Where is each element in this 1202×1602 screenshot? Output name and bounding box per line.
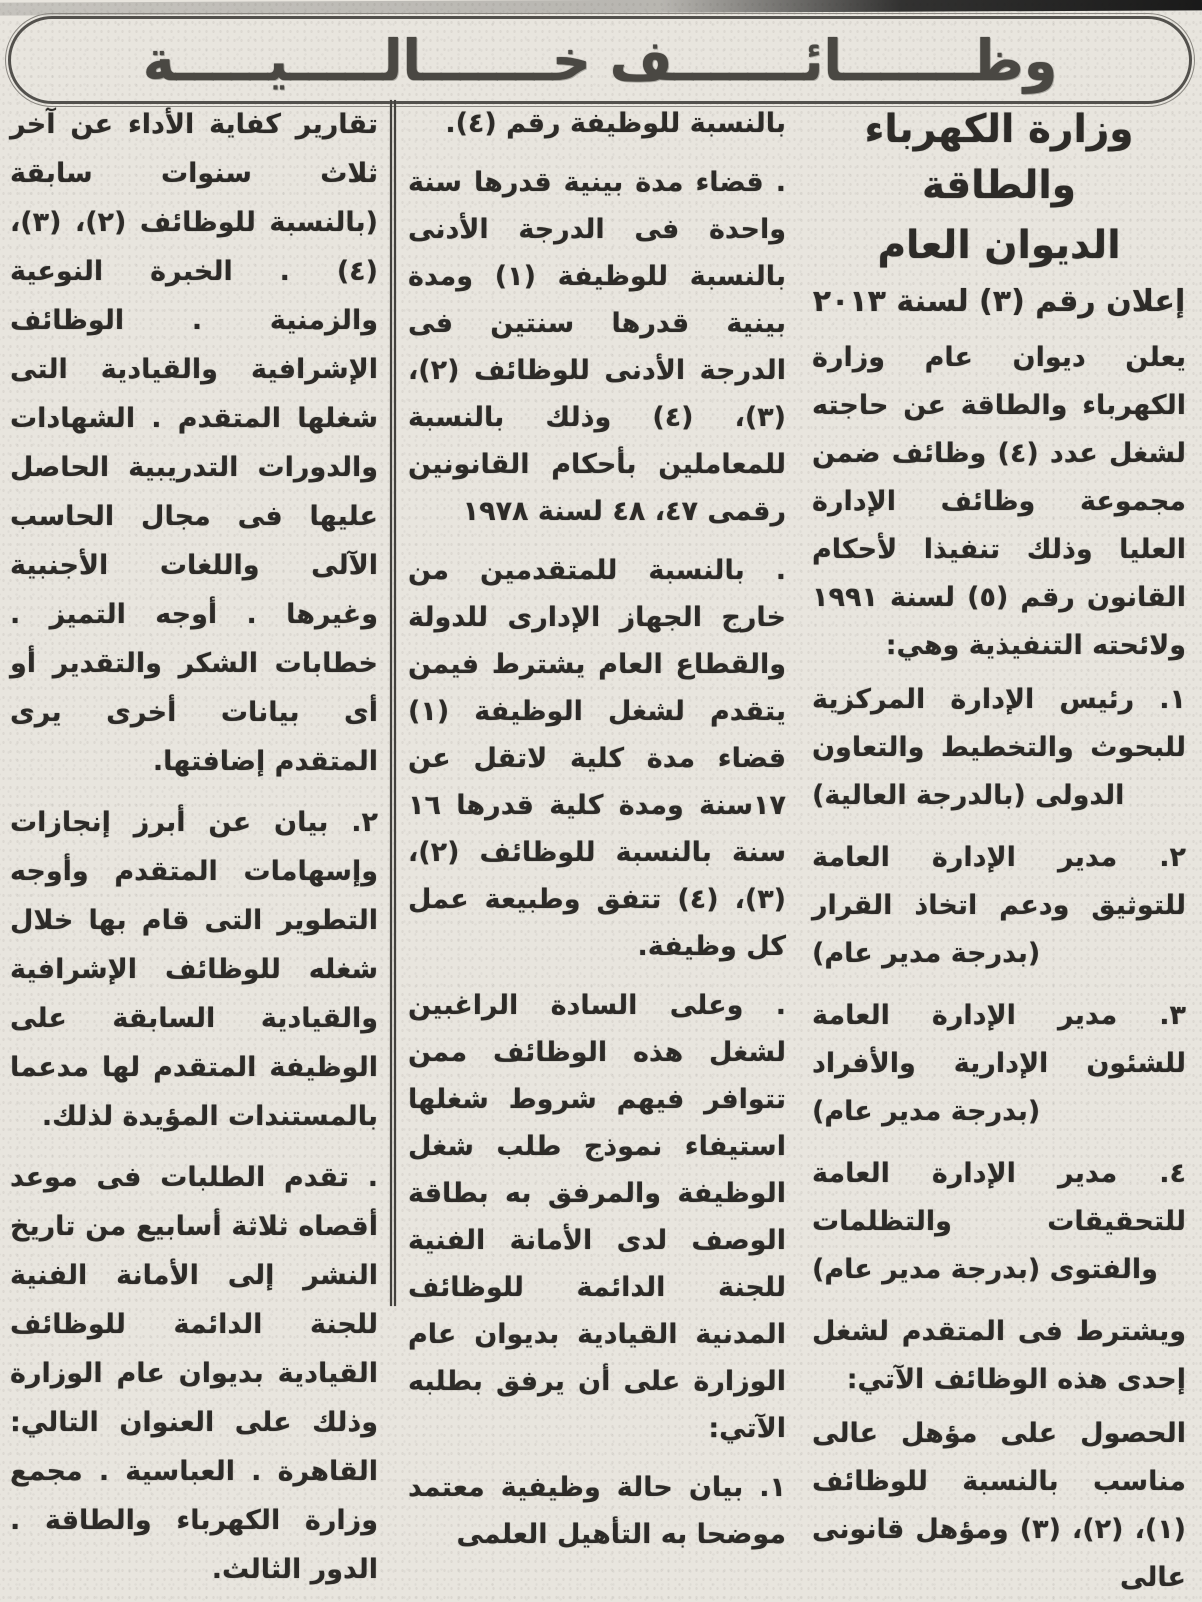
column-conditions <box>408 100 787 1550</box>
job-item-1: ١. رئيس الإدارة المركزية للبحوث والتخطيط والتعاون الدولى (بالدرجة العالية) <box>812 684 1186 811</box>
column-ministry-announcement <box>812 100 1187 1593</box>
conditions-intro: ويشترط فى المتقدم لشغل إحدى هذه الوظائف الآتي: <box>812 1316 1186 1395</box>
bureau-title: الديوان العام <box>877 223 1121 268</box>
attachment-item-1: ١. بيان حالة وظيفية معتمد موضحا به التأهيل العلمى <box>408 1472 786 1550</box>
column-attachments-and-submission <box>10 100 378 1585</box>
attachment-details: تقارير كفاية الأداء عن آخر ثلاث سنوات سابقة (بالنسبة للوظائف (٢)، (٣)، (٤) . الخبرة النوعية والزمنية . الوظائف الإشرافية والقيادية التى شغلها المتقدم . الشهادات والدورات التدريبية الحاصل عليها فى مجال الحاسب الآلى واللغات الأجنبية وغيرها . أوجه التميز . خطابات الشكر والتقدير أو أى بيانات أخرى يرى المتقدم إضافتها. <box>10 109 378 777</box>
application-form-instructions: . وعلى السادة الراغبين لشغل هذه الوظائف ممن تتوافر فيهم شروط شغلها استيفاء نموذج طلب شغل الوظيفة والمرفق به بطاقة الوصف لدى الأمانة الفنية للجنة الدائمة للوظائف المدنية القيادية بديوان عام الوزارة على أن يرفق بطلبه الآتي: <box>408 990 786 1444</box>
banner-title: وظـــــــائـــــــف خـــــــالـــــيـــــة <box>142 26 1058 94</box>
ministry-title: وزارة الكهرباء والطاقة <box>864 107 1134 208</box>
condition-job4: بالنسبة للوظيفة رقم (٤). <box>445 108 786 139</box>
scan-edge-artifact <box>0 0 1202 16</box>
attachment-item-2: ٢. بيان عن أبرز إنجازات وإسهامات المتقدم وأوجه التطوير التى قام بها خلال شغله للوظائف الإشرافية والقيادية السابقة على الوظيفة المتقدم لها مدعما بالمستندات المؤيدة لذلك. <box>10 807 378 1132</box>
job-item-3: ٣. مدير الإدارة العامة للشئون الإدارية والأفراد (بدرجة مدير عام) <box>812 1000 1186 1127</box>
condition-qualification: الحصول على مؤهل عالى مناسب بالنسبة للوظائف (١)، (٢)، (٣) ومؤهل قانونى عالى <box>812 1418 1187 1593</box>
announcement-intro: يعلن ديوان عام وزارة الكهرباء والطاقة عن حاجته لشغل عدد (٤) وظائف ضمن مجموعة وظائف الإدارة العليا وذلك تنفيذا لأحكام القانون رقم (٥) لسنة ١٩٩١ ولائحته التنفيذية وهي: <box>812 342 1186 661</box>
section-banner <box>8 16 1192 104</box>
condition-external-applicants: . بالنسبة للمتقدمين من خارج الجهاز الإدارى للدولة والقطاع العام يشترط فيمن يتقدم لشغل الوظيفة (١) قضاء مدة كلية لاتقل عن ١٧سنة ومدة كلية قدرها ١٦ سنة بالنسبة للوظائف (٢)، (٣)، (٤) تتفق وطبيعة عمل كل وظيفة. <box>408 555 787 962</box>
column-divider-right <box>394 100 396 1306</box>
job-item-2: ٢. مدير الإدارة العامة للتوثيق ودعم اتخاذ القرار (بدرجة مدير عام) <box>812 842 1186 969</box>
condition-interim-period: . قضاء مدة بينية قدرها سنة واحدة فى الدرجة الأدنى بالنسبة للوظيفة (١) ومدة بينية قدرها سنتين فى الدرجة الأدنى للوظائف (٢)، (٣)، (٤) وذلك بالنسبة للمعاملين بأحكام القانونين رقمى ٤٧، ٤٨ لسنة ١٩٧٨ <box>408 167 786 527</box>
column-divider-left <box>390 100 392 1306</box>
job-item-4: ٤. مدير الإدارة العامة للتحقيقات والتظلمات والفتوى (بدرجة مدير عام) <box>812 1158 1186 1285</box>
submission-deadline-address: . تقدم الطلبات فى موعد أقصاه ثلاثة أسابيع من تاريخ النشر إلى الأمانة الفنية للجنة الدائمة للوظائف القيادية بديوان عام الوزارة وذلك على العنوان التالي: القاهرة . العباسية . مجمع وزارة الكهرباء والطاقة . الدور الثالث. <box>10 1162 378 1585</box>
announcement-number: إعلان رقم (٣) لسنة ٢٠١٣ <box>812 284 1186 319</box>
